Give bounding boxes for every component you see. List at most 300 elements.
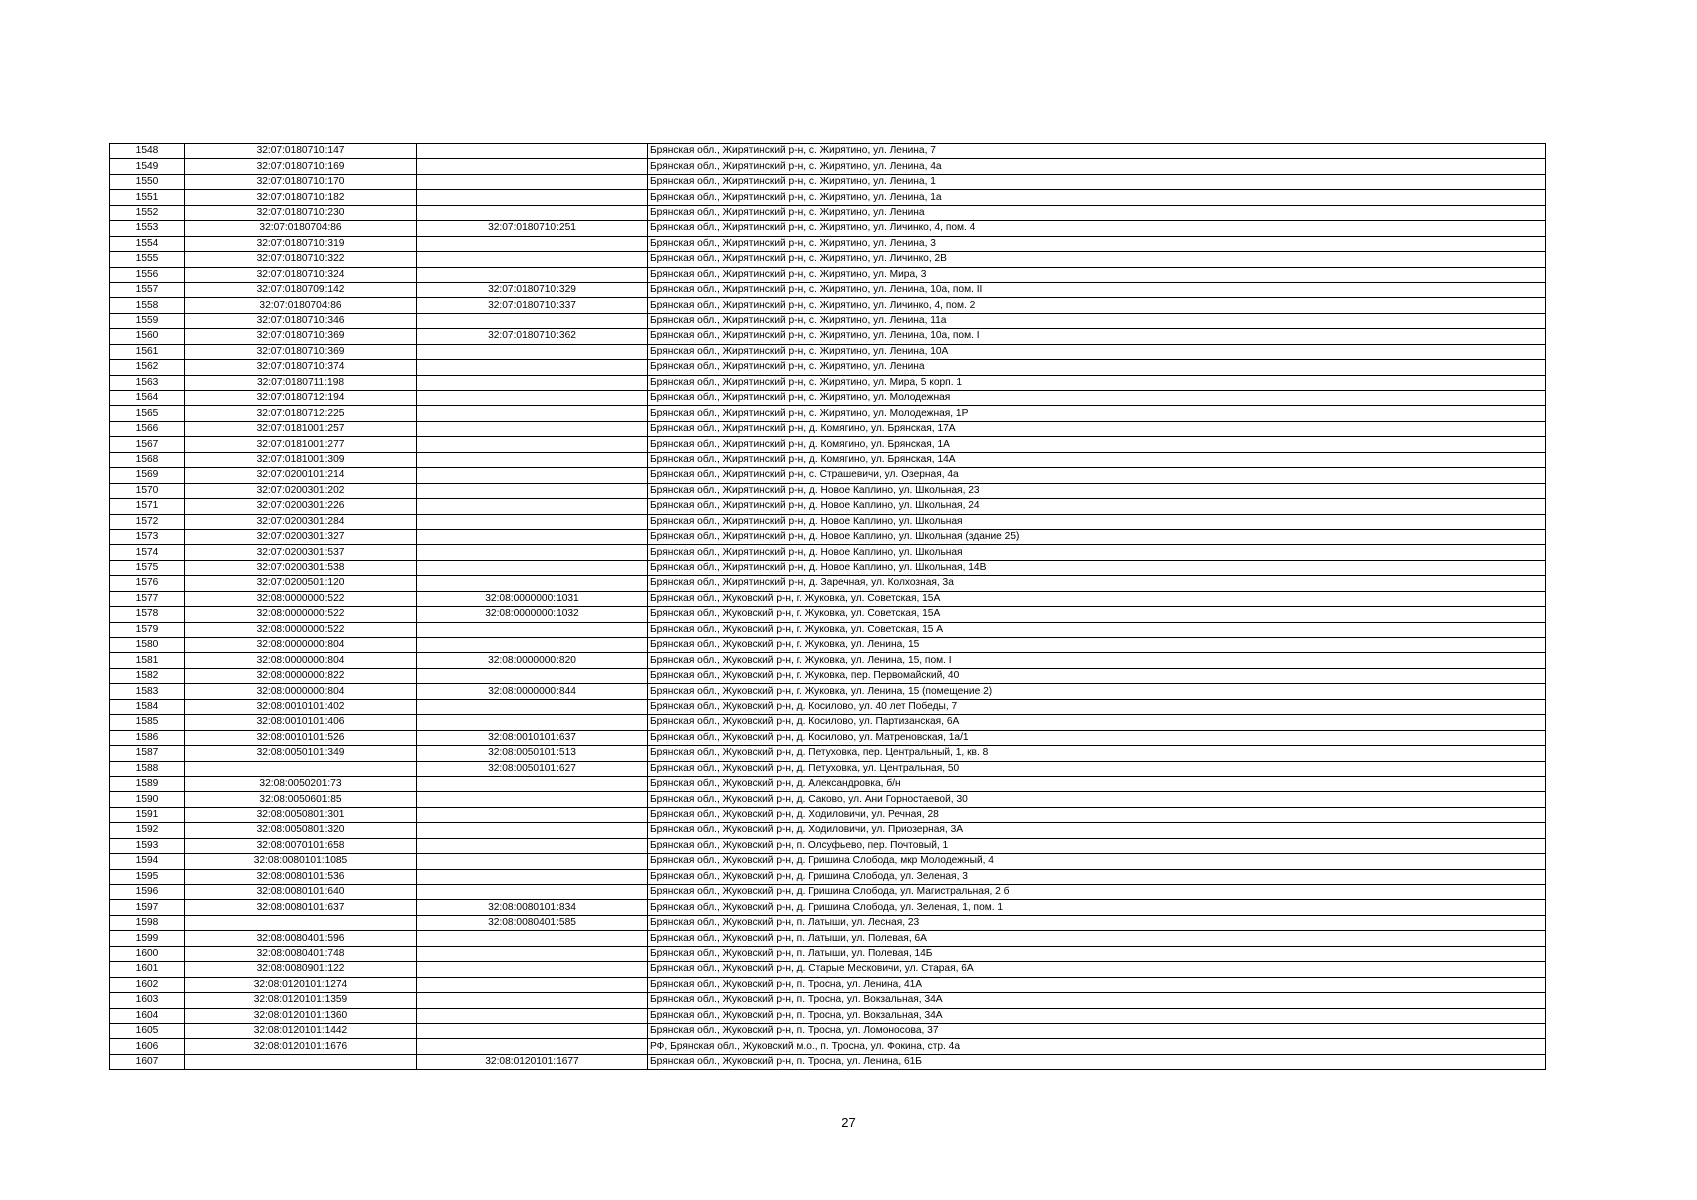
table-row — [110, 514, 1546, 529]
address-cell: Брянская обл., Жирятинский р-н, с. Жирятино, ул. Мира, 3 — [648, 267, 1546, 282]
cadastral-number-cell: 32:07:0180710:230 — [185, 205, 417, 220]
row-number-cell: 1590 — [110, 792, 185, 807]
linked-cadastral-number-cell: 32:08:0080101:834 — [417, 900, 648, 915]
table-row — [110, 715, 1546, 730]
linked-cadastral-number-cell — [417, 823, 648, 838]
cadastral-number-cell: 32:08:0010101:402 — [185, 699, 417, 714]
row-number-cell: 1594 — [110, 854, 185, 869]
table-row — [110, 437, 1546, 452]
linked-cadastral-number-cell — [417, 529, 648, 544]
cadastral-number-cell: 32:08:0000000:822 — [185, 668, 417, 683]
address-cell: Брянская обл., Жуковский р-н, д. Гришина Слобода, ул. Зеленая, 1, пом. 1 — [648, 900, 1546, 915]
table-row — [110, 776, 1546, 791]
row-number-cell: 1597 — [110, 900, 185, 915]
linked-cadastral-number-cell — [417, 514, 648, 529]
address-cell: Брянская обл., Жуковский р-н, д. Саково, ул. Ани Горностаевой, 30 — [648, 792, 1546, 807]
row-number-cell: 1598 — [110, 915, 185, 930]
table-row — [110, 421, 1546, 436]
linked-cadastral-number-cell — [417, 1008, 648, 1023]
address-cell: Брянская обл., Жирятинский р-н, с. Жирятино, ул. Молодежная — [648, 391, 1546, 406]
cadastral-number-cell: 32:08:0000000:804 — [185, 684, 417, 699]
table-row — [110, 236, 1546, 251]
register-table-container — [109, 143, 1545, 1070]
register-table — [109, 143, 1546, 1070]
row-number-cell: 1555 — [110, 252, 185, 267]
cadastral-number-cell: 32:08:0010101:406 — [185, 715, 417, 730]
address-cell: Брянская обл., Жуковский р-н, д. Косилово, ул. Партизанская, 6А — [648, 715, 1546, 730]
linked-cadastral-number-cell: 32:07:0180710:329 — [417, 282, 648, 297]
address-cell: Брянская обл., Жирятинский р-н, с. Жирятино, ул. Ленина, 10А — [648, 344, 1546, 359]
row-number-cell: 1562 — [110, 360, 185, 375]
table-row — [110, 838, 1546, 853]
address-cell: Брянская обл., Жирятинский р-н, с. Жирятино, ул. Ленина, 11а — [648, 313, 1546, 328]
cadastral-number-cell — [185, 1054, 417, 1069]
cadastral-number-cell: 32:07:0180710:374 — [185, 360, 417, 375]
linked-cadastral-number-cell — [417, 776, 648, 791]
address-cell: Брянская обл., Жуковский р-н, п. Олсуфьево, пер. Почтовый, 1 — [648, 838, 1546, 853]
table-row — [110, 329, 1546, 344]
row-number-cell: 1601 — [110, 962, 185, 977]
table-row — [110, 653, 1546, 668]
row-number-cell: 1570 — [110, 483, 185, 498]
cadastral-number-cell: 32:07:0200301:327 — [185, 529, 417, 544]
cadastral-number-cell: 32:07:0180704:86 — [185, 298, 417, 313]
address-cell: Брянская обл., Жирятинский р-н, д. Заречная, ул. Колхозная, 3а — [648, 576, 1546, 591]
linked-cadastral-number-cell — [417, 792, 648, 807]
row-number-cell: 1588 — [110, 761, 185, 776]
table-row — [110, 282, 1546, 297]
cadastral-number-cell: 32:07:0180710:170 — [185, 174, 417, 189]
cadastral-number-cell: 32:07:0200301:226 — [185, 499, 417, 514]
address-cell: Брянская обл., Жирятинский р-н, с. Жирятино, ул. Ленина — [648, 205, 1546, 220]
cadastral-number-cell: 32:08:0050601:85 — [185, 792, 417, 807]
table-row — [110, 591, 1546, 606]
cadastral-number-cell: 32:07:0200101:214 — [185, 468, 417, 483]
address-cell: Брянская обл., Жирятинский р-н, д. Комягино, ул. Брянская, 14А — [648, 452, 1546, 467]
cadastral-number-cell: 32:08:0050201:73 — [185, 776, 417, 791]
table-row — [110, 668, 1546, 683]
address-cell: Брянская обл., Жирятинский р-н, с. Жирятино, ул. Ленина, 1а — [648, 190, 1546, 205]
linked-cadastral-number-cell — [417, 838, 648, 853]
row-number-cell: 1586 — [110, 730, 185, 745]
table-row — [110, 622, 1546, 637]
cadastral-number-cell: 32:07:0180710:322 — [185, 252, 417, 267]
row-number-cell: 1600 — [110, 946, 185, 961]
linked-cadastral-number-cell: 32:08:0120101:1677 — [417, 1054, 648, 1069]
table-row — [110, 1023, 1546, 1038]
cadastral-number-cell: 32:08:0080401:748 — [185, 946, 417, 961]
linked-cadastral-number-cell — [417, 252, 648, 267]
address-cell: Брянская обл., Жирятинский р-н, с. Страшевичи, ул. Озерная, 4а — [648, 468, 1546, 483]
linked-cadastral-number-cell — [417, 977, 648, 992]
address-cell: Брянская обл., Жирятинский р-н, с. Жирятино, ул. Ленина, 10а, пом. I — [648, 329, 1546, 344]
cadastral-number-cell: 32:08:0000000:522 — [185, 607, 417, 622]
row-number-cell: 1561 — [110, 344, 185, 359]
cadastral-number-cell: 32:07:0200301:202 — [185, 483, 417, 498]
address-cell: Брянская обл., Жуковский р-н, п. Тросна, ул. Ленина, 61Б — [648, 1054, 1546, 1069]
linked-cadastral-number-cell — [417, 1023, 648, 1038]
linked-cadastral-number-cell — [417, 545, 648, 560]
table-row — [110, 267, 1546, 282]
table-row — [110, 607, 1546, 622]
row-number-cell: 1560 — [110, 329, 185, 344]
linked-cadastral-number-cell — [417, 437, 648, 452]
address-cell: Брянская обл., Жуковский р-н, д. Ходиловичи, ул. Речная, 28 — [648, 807, 1546, 822]
address-cell: Брянская обл., Жирятинский р-н, с. Жирятино, ул. Ленина — [648, 360, 1546, 375]
row-number-cell: 1566 — [110, 421, 185, 436]
linked-cadastral-number-cell — [417, 452, 648, 467]
cadastral-number-cell: 32:08:0120101:1676 — [185, 1039, 417, 1054]
cadastral-number-cell: 32:08:0080401:596 — [185, 931, 417, 946]
linked-cadastral-number-cell — [417, 869, 648, 884]
cadastral-number-cell: 32:08:0000000:804 — [185, 638, 417, 653]
row-number-cell: 1574 — [110, 545, 185, 560]
linked-cadastral-number-cell: 32:08:0010101:637 — [417, 730, 648, 745]
cadastral-number-cell: 32:07:0181001:277 — [185, 437, 417, 452]
linked-cadastral-number-cell — [417, 885, 648, 900]
table-row — [110, 375, 1546, 390]
table-row — [110, 221, 1546, 236]
row-number-cell: 1596 — [110, 885, 185, 900]
cadastral-number-cell: 32:07:0180710:324 — [185, 267, 417, 282]
address-cell: РФ, Брянская обл., Жуковский м.о., п. Тросна, ул. Фокина, стр. 4а — [648, 1039, 1546, 1054]
linked-cadastral-number-cell — [417, 313, 648, 328]
linked-cadastral-number-cell — [417, 190, 648, 205]
row-number-cell: 1550 — [110, 174, 185, 189]
cadastral-number-cell: 32:08:0050801:301 — [185, 807, 417, 822]
row-number-cell: 1584 — [110, 699, 185, 714]
table-row — [110, 962, 1546, 977]
cadastral-number-cell: 32:07:0180710:346 — [185, 313, 417, 328]
row-number-cell: 1578 — [110, 607, 185, 622]
address-cell: Брянская обл., Жирятинский р-н, с. Жирятино, ул. Ленина, 1 — [648, 174, 1546, 189]
address-cell: Брянская обл., Жуковский р-н, д. Старые Месковичи, ул. Старая, 6А — [648, 962, 1546, 977]
row-number-cell: 1583 — [110, 684, 185, 699]
address-cell: Брянская обл., Жирятинский р-н, д. Новое Каплино, ул. Школьная, 23 — [648, 483, 1546, 498]
address-cell: Брянская обл., Жирятинский р-н, д. Новое Каплино, ул. Школьная — [648, 545, 1546, 560]
row-number-cell: 1568 — [110, 452, 185, 467]
linked-cadastral-number-cell — [417, 1039, 648, 1054]
linked-cadastral-number-cell — [417, 668, 648, 683]
cadastral-number-cell: 32:08:0050101:349 — [185, 746, 417, 761]
linked-cadastral-number-cell: 32:08:0000000:820 — [417, 653, 648, 668]
cadastral-number-cell: 32:07:0180709:142 — [185, 282, 417, 297]
linked-cadastral-number-cell: 32:08:0080401:585 — [417, 915, 648, 930]
linked-cadastral-number-cell: 32:07:0180710:362 — [417, 329, 648, 344]
address-cell: Брянская обл., Жирятинский р-н, с. Жирятино, ул. Мира, 5 корп. 1 — [648, 375, 1546, 390]
cadastral-number-cell: 32:07:0180710:182 — [185, 190, 417, 205]
cadastral-number-cell: 32:07:0180710:319 — [185, 236, 417, 251]
address-cell: Брянская обл., Жуковский р-н, д. Косилово, ул. Матреновская, 1а/1 — [648, 730, 1546, 745]
row-number-cell: 1585 — [110, 715, 185, 730]
table-row — [110, 931, 1546, 946]
cadastral-number-cell: 32:07:0181001:309 — [185, 452, 417, 467]
row-number-cell: 1580 — [110, 638, 185, 653]
linked-cadastral-number-cell — [417, 375, 648, 390]
linked-cadastral-number-cell: 32:07:0180710:251 — [417, 221, 648, 236]
address-cell: Брянская обл., Жуковский р-н, п. Латыши, ул. Лесная, 23 — [648, 915, 1546, 930]
linked-cadastral-number-cell — [417, 807, 648, 822]
cadastral-number-cell — [185, 761, 417, 776]
address-cell: Брянская обл., Жуковский р-н, г. Жуковка, ул. Ленина, 15 — [648, 638, 1546, 653]
cadastral-number-cell: 32:08:0080101:1085 — [185, 854, 417, 869]
address-cell: Брянская обл., Жуковский р-н, д. Ходиловичи, ул. Приозерная, 3А — [648, 823, 1546, 838]
linked-cadastral-number-cell — [417, 499, 648, 514]
row-number-cell: 1577 — [110, 591, 185, 606]
row-number-cell: 1563 — [110, 375, 185, 390]
linked-cadastral-number-cell — [417, 483, 648, 498]
linked-cadastral-number-cell — [417, 638, 648, 653]
linked-cadastral-number-cell: 32:08:0050101:513 — [417, 746, 648, 761]
row-number-cell: 1595 — [110, 869, 185, 884]
page-number: 27 — [841, 1115, 856, 1130]
row-number-cell: 1564 — [110, 391, 185, 406]
table-row — [110, 977, 1546, 992]
table-row — [110, 746, 1546, 761]
cadastral-number-cell: 32:08:0120101:1360 — [185, 1008, 417, 1023]
table-row — [110, 452, 1546, 467]
cadastral-number-cell: 32:07:0180712:194 — [185, 391, 417, 406]
table-row — [110, 159, 1546, 174]
address-cell: Брянская обл., Жуковский р-н, п. Тросна, ул. Вокзальная, 34А — [648, 993, 1546, 1008]
address-cell: Брянская обл., Жуковский р-н, д. Петуховка, ул. Центральная, 50 — [648, 761, 1546, 776]
linked-cadastral-number-cell — [417, 236, 648, 251]
address-cell: Брянская обл., Жуковский р-н, д. Гришина Слобода, ул. Магистральная, 2 б — [648, 885, 1546, 900]
linked-cadastral-number-cell: 32:08:0050101:627 — [417, 761, 648, 776]
table-row — [110, 174, 1546, 189]
cadastral-number-cell: 32:08:0120101:1442 — [185, 1023, 417, 1038]
table-row — [110, 854, 1546, 869]
address-cell: Брянская обл., Жирятинский р-н, с. Жирятино, ул. Ленина, 7 — [648, 144, 1546, 159]
table-row — [110, 360, 1546, 375]
linked-cadastral-number-cell — [417, 715, 648, 730]
cadastral-number-cell: 32:08:0000000:522 — [185, 591, 417, 606]
linked-cadastral-number-cell — [417, 421, 648, 436]
linked-cadastral-number-cell — [417, 962, 648, 977]
row-number-cell: 1556 — [110, 267, 185, 282]
linked-cadastral-number-cell — [417, 946, 648, 961]
address-cell: Брянская обл., Жуковский р-н, д. Гришина Слобода, мкр Молодежный, 4 — [648, 854, 1546, 869]
register-table-body — [110, 144, 1546, 1070]
cadastral-number-cell: 32:08:0120101:1274 — [185, 977, 417, 992]
linked-cadastral-number-cell — [417, 174, 648, 189]
cadastral-number-cell: 32:08:0080101:640 — [185, 885, 417, 900]
table-row — [110, 391, 1546, 406]
row-number-cell: 1548 — [110, 144, 185, 159]
address-cell: Брянская обл., Жирятинский р-н, д. Новое Каплино, ул. Школьная, 24 — [648, 499, 1546, 514]
row-number-cell: 1599 — [110, 931, 185, 946]
linked-cadastral-number-cell — [417, 159, 648, 174]
linked-cadastral-number-cell — [417, 576, 648, 591]
table-row — [110, 483, 1546, 498]
table-row — [110, 499, 1546, 514]
cadastral-number-cell: 32:07:0200301:537 — [185, 545, 417, 560]
linked-cadastral-number-cell — [417, 993, 648, 1008]
table-row — [110, 576, 1546, 591]
table-row — [110, 823, 1546, 838]
cadastral-number-cell: 32:08:0010101:526 — [185, 730, 417, 745]
address-cell: Брянская обл., Жуковский р-н, г. Жуковка, ул. Советская, 15А — [648, 591, 1546, 606]
table-row — [110, 699, 1546, 714]
table-row — [110, 205, 1546, 220]
linked-cadastral-number-cell — [417, 560, 648, 575]
linked-cadastral-number-cell — [417, 406, 648, 421]
row-number-cell: 1558 — [110, 298, 185, 313]
address-cell: Брянская обл., Жуковский р-н, г. Жуковка, пер. Первомайский, 40 — [648, 668, 1546, 683]
table-row — [110, 252, 1546, 267]
row-number-cell: 1576 — [110, 576, 185, 591]
address-cell: Брянская обл., Жуковский р-н, д. Гришина Слобода, ул. Зеленая, 3 — [648, 869, 1546, 884]
address-cell: Брянская обл., Жуковский р-н, п. Латыши, ул. Полевая, 14Б — [648, 946, 1546, 961]
row-number-cell: 1572 — [110, 514, 185, 529]
address-cell: Брянская обл., Жирятинский р-н, с. Жирятино, ул. Личинко, 2В — [648, 252, 1546, 267]
cadastral-number-cell: 32:07:0180710:369 — [185, 329, 417, 344]
table-row — [110, 1008, 1546, 1023]
address-cell: Брянская обл., Жуковский р-н, г. Жуковка, ул. Советская, 15А — [648, 607, 1546, 622]
cadastral-number-cell: 32:07:0180710:147 — [185, 144, 417, 159]
address-cell: Брянская обл., Жирятинский р-н, с. Жирятино, ул. Личинко, 4, пом. 2 — [648, 298, 1546, 313]
row-number-cell: 1607 — [110, 1054, 185, 1069]
linked-cadastral-number-cell — [417, 205, 648, 220]
table-row — [110, 792, 1546, 807]
linked-cadastral-number-cell — [417, 622, 648, 637]
address-cell: Брянская обл., Жирятинский р-н, д. Новое Каплино, ул. Школьная, 14В — [648, 560, 1546, 575]
cadastral-number-cell — [185, 915, 417, 930]
linked-cadastral-number-cell — [417, 699, 648, 714]
row-number-cell: 1553 — [110, 221, 185, 236]
row-number-cell: 1589 — [110, 776, 185, 791]
address-cell: Брянская обл., Жуковский р-н, д. Косилово, ул. 40 лет Победы, 7 — [648, 699, 1546, 714]
row-number-cell: 1573 — [110, 529, 185, 544]
row-number-cell: 1587 — [110, 746, 185, 761]
address-cell: Брянская обл., Жуковский р-н, п. Латыши, ул. Полевая, 6А — [648, 931, 1546, 946]
linked-cadastral-number-cell — [417, 144, 648, 159]
address-cell: Брянская обл., Жирятинский р-н, д. Новое Каплино, ул. Школьная (здание 25) — [648, 529, 1546, 544]
table-row — [110, 1039, 1546, 1054]
address-cell: Брянская обл., Жуковский р-н, п. Тросна, ул. Вокзальная, 34А — [648, 1008, 1546, 1023]
address-cell: Брянская обл., Жирятинский р-н, с. Жирятино, ул. Личинко, 4, пом. 4 — [648, 221, 1546, 236]
linked-cadastral-number-cell: 32:07:0180710:337 — [417, 298, 648, 313]
linked-cadastral-number-cell: 32:08:0000000:1032 — [417, 607, 648, 622]
row-number-cell: 1551 — [110, 190, 185, 205]
table-row — [110, 1054, 1546, 1069]
cadastral-number-cell: 32:08:0080101:637 — [185, 900, 417, 915]
row-number-cell: 1569 — [110, 468, 185, 483]
table-row — [110, 298, 1546, 313]
cadastral-number-cell: 32:07:0180710:369 — [185, 344, 417, 359]
row-number-cell: 1557 — [110, 282, 185, 297]
address-cell: Брянская обл., Жуковский р-н, п. Тросна, ул. Ломоносова, 37 — [648, 1023, 1546, 1038]
linked-cadastral-number-cell — [417, 854, 648, 869]
row-number-cell: 1591 — [110, 807, 185, 822]
row-number-cell: 1592 — [110, 823, 185, 838]
table-row — [110, 900, 1546, 915]
table-row — [110, 545, 1546, 560]
row-number-cell: 1565 — [110, 406, 185, 421]
address-cell: Брянская обл., Жуковский р-н, г. Жуковка, ул. Советская, 15 А — [648, 622, 1546, 637]
row-number-cell: 1605 — [110, 1023, 185, 1038]
row-number-cell: 1581 — [110, 653, 185, 668]
address-cell: Брянская обл., Жуковский р-н, г. Жуковка, ул. Ленина, 15 (помещение 2) — [648, 684, 1546, 699]
address-cell: Брянская обл., Жуковский р-н, г. Жуковка, ул. Ленина, 15, пом. I — [648, 653, 1546, 668]
table-row — [110, 807, 1546, 822]
table-row — [110, 885, 1546, 900]
linked-cadastral-number-cell — [417, 468, 648, 483]
cadastral-number-cell: 32:08:0070101:658 — [185, 838, 417, 853]
linked-cadastral-number-cell: 32:08:0000000:844 — [417, 684, 648, 699]
cadastral-number-cell: 32:08:0120101:1359 — [185, 993, 417, 1008]
row-number-cell: 1554 — [110, 236, 185, 251]
cadastral-number-cell: 32:07:0200501:120 — [185, 576, 417, 591]
cadastral-number-cell: 32:08:0080101:536 — [185, 869, 417, 884]
row-number-cell: 1559 — [110, 313, 185, 328]
address-cell: Брянская обл., Жуковский р-н, д. Петуховка, пер. Центральный, 1, кв. 8 — [648, 746, 1546, 761]
row-number-cell: 1575 — [110, 560, 185, 575]
linked-cadastral-number-cell — [417, 391, 648, 406]
cadastral-number-cell: 32:08:0050801:320 — [185, 823, 417, 838]
cadastral-number-cell: 32:08:0000000:804 — [185, 653, 417, 668]
cadastral-number-cell: 32:07:0180704:86 — [185, 221, 417, 236]
row-number-cell: 1567 — [110, 437, 185, 452]
table-row — [110, 684, 1546, 699]
row-number-cell: 1552 — [110, 205, 185, 220]
table-row — [110, 313, 1546, 328]
table-row — [110, 730, 1546, 745]
address-cell: Брянская обл., Жуковский р-н, д. Александровка, б/н — [648, 776, 1546, 791]
table-row — [110, 468, 1546, 483]
cadastral-number-cell: 32:07:0180710:169 — [185, 159, 417, 174]
cadastral-number-cell: 32:07:0180712:225 — [185, 406, 417, 421]
table-row — [110, 869, 1546, 884]
address-cell: Брянская обл., Жирятинский р-н, д. Комягино, ул. Брянская, 17А — [648, 421, 1546, 436]
linked-cadastral-number-cell — [417, 344, 648, 359]
linked-cadastral-number-cell — [417, 267, 648, 282]
row-number-cell: 1593 — [110, 838, 185, 853]
row-number-cell: 1549 — [110, 159, 185, 174]
linked-cadastral-number-cell — [417, 931, 648, 946]
cadastral-number-cell: 32:07:0200301:284 — [185, 514, 417, 529]
row-number-cell: 1571 — [110, 499, 185, 514]
table-row — [110, 406, 1546, 421]
cadastral-number-cell: 32:07:0181001:257 — [185, 421, 417, 436]
table-row — [110, 993, 1546, 1008]
address-cell: Брянская обл., Жирятинский р-н, с. Жирятино, ул. Молодежная, 1Р — [648, 406, 1546, 421]
cadastral-number-cell: 32:07:0180711:198 — [185, 375, 417, 390]
linked-cadastral-number-cell — [417, 360, 648, 375]
table-row — [110, 761, 1546, 776]
row-number-cell: 1603 — [110, 993, 185, 1008]
row-number-cell: 1606 — [110, 1039, 185, 1054]
row-number-cell: 1602 — [110, 977, 185, 992]
table-row — [110, 344, 1546, 359]
address-cell: Брянская обл., Жирятинский р-н, д. Комягино, ул. Брянская, 1А — [648, 437, 1546, 452]
table-row — [110, 560, 1546, 575]
cadastral-number-cell: 32:08:0080901:122 — [185, 962, 417, 977]
address-cell: Брянская обл., Жирятинский р-н, с. Жирятино, ул. Ленина, 3 — [648, 236, 1546, 251]
row-number-cell: 1579 — [110, 622, 185, 637]
table-row — [110, 915, 1546, 930]
row-number-cell: 1604 — [110, 1008, 185, 1023]
address-cell: Брянская обл., Жирятинский р-н, д. Новое Каплино, ул. Школьная — [648, 514, 1546, 529]
address-cell: Брянская обл., Жирятинский р-н, с. Жирятино, ул. Ленина, 10а, пом. II — [648, 282, 1546, 297]
table-row — [110, 638, 1546, 653]
table-row — [110, 529, 1546, 544]
table-row — [110, 946, 1546, 961]
row-number-cell: 1582 — [110, 668, 185, 683]
linked-cadastral-number-cell: 32:08:0000000:1031 — [417, 591, 648, 606]
address-cell: Брянская обл., Жуковский р-н, п. Тросна, ул. Ленина, 41А — [648, 977, 1546, 992]
table-row — [110, 144, 1546, 159]
